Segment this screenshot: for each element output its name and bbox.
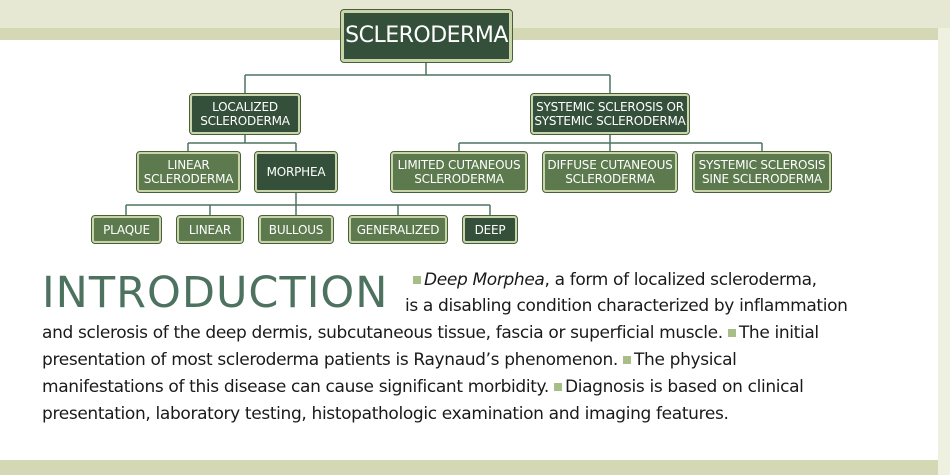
node-systemic-sclerosis: SYSTEMIC SCLEROSIS OR SYSTEMIC SCLERODERMA [531,94,689,134]
node-diffuse-cutaneous: DIFFUSE CUTANEOUS SCLERODERMA [543,152,677,192]
bullet-icon [623,356,631,364]
node-sine-scleroderma: SYSTEMIC SCLEROSIS SINE SCLERODERMA [693,152,831,192]
node-localized-scleroderma: LOCALIZED SCLERODERMA [190,94,300,134]
intro-title: INTRODUCTION [42,268,389,318]
bullet-icon [413,276,421,284]
bullet-icon [554,383,562,391]
intro-line-1: Deep Morphea, a form of localized scleroderma, [413,270,817,290]
intro-term: Deep Morphea [424,270,545,290]
node-linear: LINEAR [177,216,243,243]
intro-line-4: presentation of most scleroderma patients is Raynaud’s phenomenon. The physical [42,350,737,370]
node-plaque: PLAQUE [92,216,161,243]
node-linear-scleroderma: LINEAR SCLERODERMA [137,152,240,192]
node-scleroderma: SCLERODERMA [341,10,512,62]
node-generalized: GENERALIZED [349,216,447,243]
node-morphea: MORPHEA [255,152,337,192]
node-bullous: BULLOUS [259,216,333,243]
intro-line-2: is a disabling condition characterized by inflammation [405,296,848,316]
bullet-icon [728,329,736,337]
node-deep: DEEP [463,216,517,243]
node-limited-cutaneous: LIMITED CUTANEOUS SCLERODERMA [391,152,527,192]
intro-line-3: and sclerosis of the deep dermis, subcutaneous tissue, fascia or superficial muscle. The initial [42,323,819,343]
intro-line-6: presentation, laboratory testing, histopathologic examination and imaging features. [42,404,729,424]
intro-line-5: manifestations of this disease can cause significant morbidity. Diagnosis is based on clinical [42,377,804,397]
